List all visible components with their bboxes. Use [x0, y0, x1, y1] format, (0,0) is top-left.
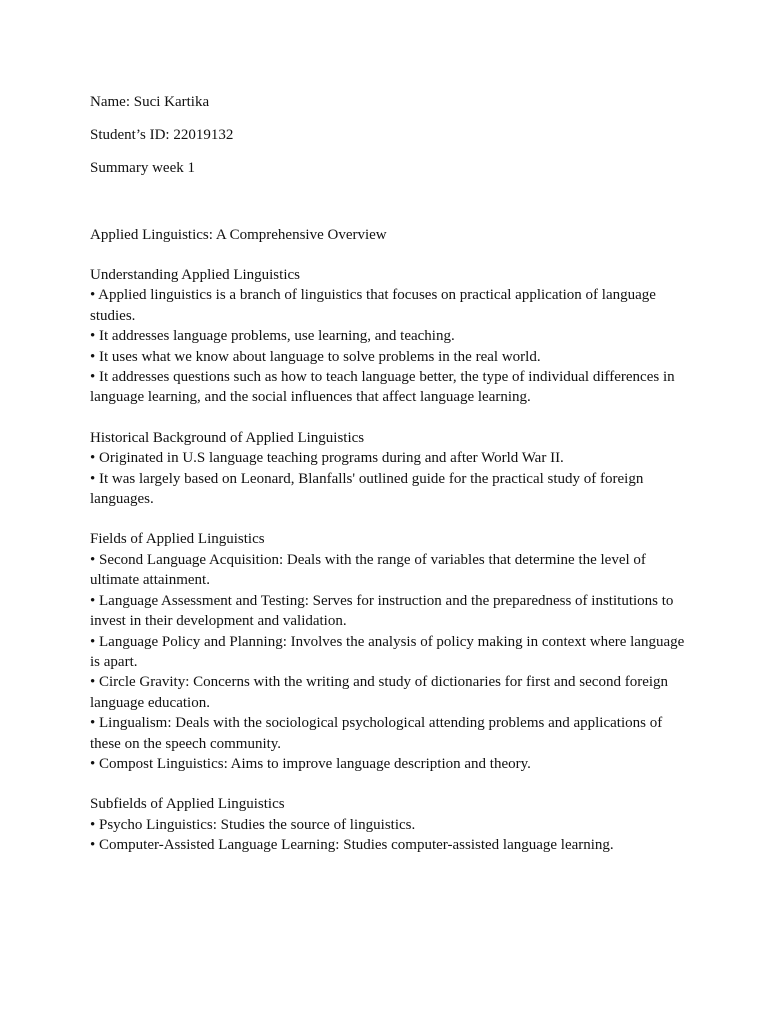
bullet-item: • Lingualism: Deals with the sociological psychological attending problems and applications of these on the speech community. [90, 715, 663, 752]
summary-label: Summary week 1 [90, 160, 195, 176]
bullet-item: • Language Assessment and Testing: Serves for instruction and the preparedness of institutions to invest in their development and validation. [90, 592, 674, 630]
section-historical-background [90, 428, 690, 510]
section-heading: Understanding Applied Linguistics [90, 267, 300, 283]
bullet-item: • Originated in U.S language teaching programs during and after World War II. [90, 450, 564, 467]
bullet-item: • Language Policy and Planning: Involves the analysis of policy making in context where language is apart. [90, 633, 685, 670]
bullet-item: • Second Language Acquisition: Deals with the range of variables that determine the level of ultimate attainment. [90, 551, 646, 589]
section-subfields [90, 794, 690, 855]
bullet-item: • It was largely based on Leonard, Blanfalls' outlined guide for the practical study of foreign languages. [90, 470, 644, 508]
bullet-item: • It uses what we know about language to solve problems in the real world. [90, 348, 541, 365]
document-title: Applied Linguistics: A Comprehensive Overview [90, 227, 387, 243]
section-heading: Historical Background of Applied Linguistics [90, 429, 365, 446]
section-heading: Subfields of Applied Linguistics [90, 796, 285, 813]
bullet-item: • Compost Linguistics: Aims to improve language description and theory. [90, 755, 531, 772]
section-heading: Fields of Applied Linguistics [90, 531, 265, 548]
bullet-item: • It addresses language problems, use learning, and teaching. [90, 328, 455, 345]
document-page [90, 92, 690, 876]
bullet-item: • Circle Gravity: Concerns with the writing and study of dictionaries for first and second foreign language education. [90, 674, 669, 711]
bullet-item: • Applied linguistics is a branch of linguistics that focuses on practical application of language studies. [90, 287, 656, 324]
student-id: Student’s ID: 22019132 [90, 127, 234, 143]
bullet-item: • Psycho Linguistics: Studies the source of linguistics. [90, 816, 416, 833]
bullet-item: • Computer-Assisted Language Learning: Studies computer-assisted language learning. [90, 837, 614, 854]
section-understanding [90, 265, 690, 408]
bullet-item: • It addresses questions such as how to teach language better, the type of individual differences in language learning, and the social influences that affect language learning. [90, 369, 675, 406]
section-fields [90, 529, 690, 774]
student-name: Name: Suci Kartika [90, 94, 210, 110]
